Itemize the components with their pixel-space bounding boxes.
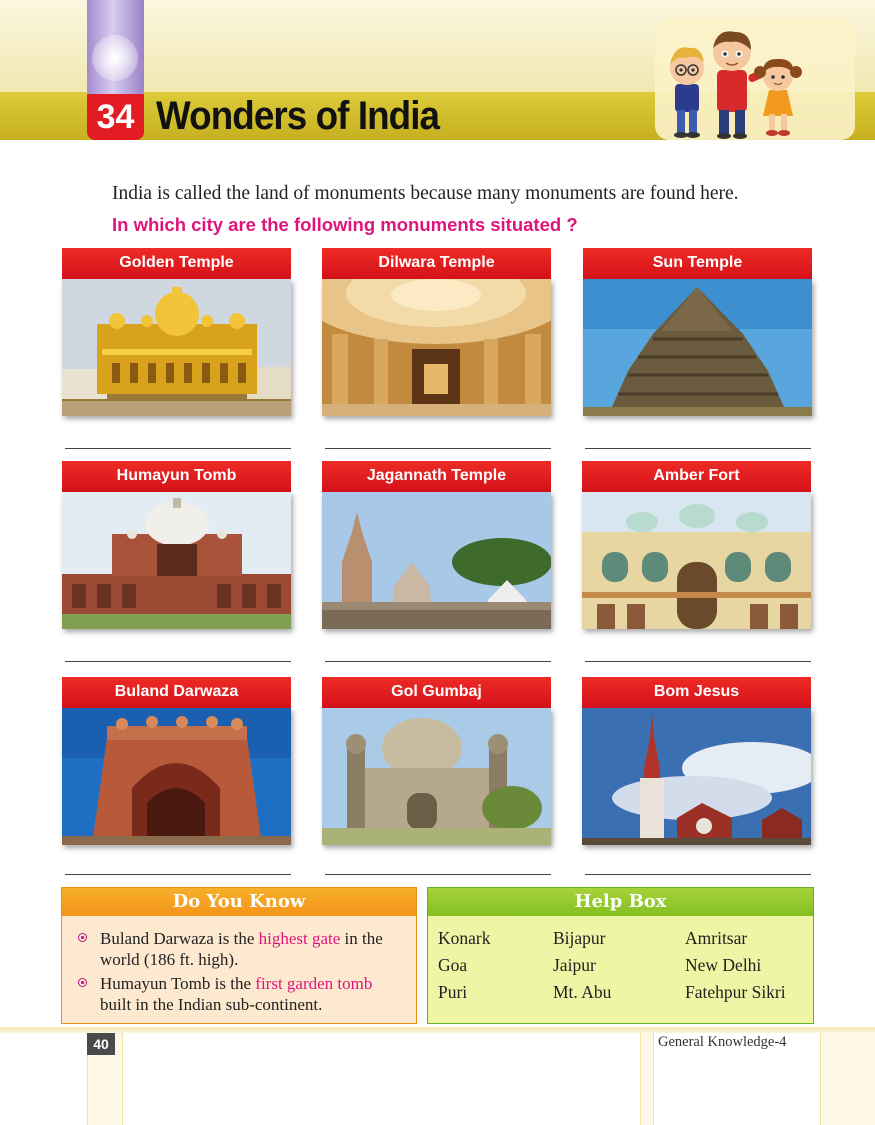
monument-label: Gol Gumbaj bbox=[322, 677, 551, 708]
answer-line[interactable] bbox=[65, 874, 291, 875]
fact-text: built in the Indian sub-continent. bbox=[100, 995, 323, 1014]
amber-fort-photo bbox=[582, 492, 811, 629]
answer-line[interactable] bbox=[585, 448, 811, 449]
help-word: Konark bbox=[438, 928, 491, 948]
footer-rule bbox=[0, 1027, 875, 1033]
monument-card-amber-fort bbox=[582, 461, 811, 629]
monument-label: Buland Darwaza bbox=[62, 677, 291, 708]
dilwara-temple-photo bbox=[322, 279, 551, 416]
fact-item bbox=[78, 928, 402, 970]
help-word: Goa bbox=[438, 955, 468, 975]
answer-line[interactable] bbox=[325, 448, 551, 449]
answer-line[interactable] bbox=[325, 661, 551, 662]
monument-card-humayun-tomb bbox=[62, 461, 291, 629]
monument-card-jagannath-temple bbox=[322, 461, 551, 629]
answer-line[interactable] bbox=[65, 448, 291, 449]
fact-text: Humayun Tomb is the bbox=[100, 974, 256, 993]
bullet-icon bbox=[78, 933, 87, 942]
monument-label: Humayun Tomb bbox=[62, 461, 291, 492]
intro-text: India is called the land of monuments because many monuments are found here. bbox=[112, 183, 739, 204]
answer-line[interactable] bbox=[65, 661, 291, 662]
humayun-tomb-photo bbox=[62, 492, 291, 629]
help-word: Bijapur bbox=[553, 928, 606, 948]
tall-boy-figure bbox=[713, 31, 770, 139]
monument-card-buland-darwaza bbox=[62, 677, 291, 845]
fact-highlight: highest gate bbox=[258, 929, 341, 948]
chapter-number: 34 bbox=[87, 94, 144, 140]
bullet-icon bbox=[78, 978, 87, 987]
monument-label: Bom Jesus bbox=[582, 677, 811, 708]
answer-line[interactable] bbox=[585, 874, 811, 875]
monument-label: Jagannath Temple bbox=[322, 461, 551, 492]
help-box-title: Help Box bbox=[428, 888, 813, 916]
golden-temple-photo bbox=[62, 279, 291, 416]
fact-highlight: first garden tomb bbox=[255, 974, 373, 993]
monument-card-bom-jesus bbox=[582, 677, 811, 845]
monument-label: Dilwara Temple bbox=[322, 248, 551, 279]
footer-right-strip bbox=[640, 1033, 654, 1125]
jagannath-temple-photo bbox=[322, 492, 551, 629]
answer-line[interactable] bbox=[325, 874, 551, 875]
sun-temple-photo bbox=[583, 279, 812, 416]
bom-jesus-photo bbox=[582, 708, 811, 845]
help-box bbox=[427, 887, 814, 1024]
help-word: Mt. Abu bbox=[553, 982, 612, 1002]
monument-card-gol-gumbaj bbox=[322, 677, 551, 845]
monument-label: Amber Fort bbox=[582, 461, 811, 492]
monument-card-dilwara-temple bbox=[322, 248, 551, 416]
help-word: Amritsar bbox=[685, 928, 748, 948]
do-you-know-box bbox=[61, 887, 417, 1024]
girl-figure bbox=[754, 59, 802, 136]
chapter-tab-shine bbox=[92, 35, 138, 81]
help-word: Jaipur bbox=[553, 955, 596, 975]
page-number: 40 bbox=[87, 1033, 115, 1055]
cartoon-family-illustration bbox=[655, 18, 855, 140]
help-word: Fatehpur Sikri bbox=[685, 982, 786, 1002]
boy-figure bbox=[670, 47, 704, 138]
help-word: Puri bbox=[438, 982, 468, 1002]
buland-darwaza-photo bbox=[62, 708, 291, 845]
monument-card-golden-temple bbox=[62, 248, 291, 416]
question-text: In which city are the following monuments situated ? bbox=[112, 214, 578, 235]
answer-line[interactable] bbox=[585, 661, 811, 662]
book-title: General Knowledge-4 bbox=[658, 1034, 787, 1050]
fact-item bbox=[78, 973, 402, 1015]
monument-label: Golden Temple bbox=[62, 248, 291, 279]
fact-text: Buland Darwaza is the bbox=[100, 929, 259, 948]
gol-gumbaj-photo bbox=[322, 708, 551, 845]
help-box-words bbox=[428, 916, 813, 1016]
help-word: New Delhi bbox=[685, 955, 762, 975]
monument-card-sun-temple bbox=[583, 248, 812, 416]
page-title: Wonders of India bbox=[156, 94, 440, 138]
footer-right-strip bbox=[820, 1033, 875, 1125]
monument-label: Sun Temple bbox=[583, 248, 812, 279]
do-you-know-title: Do You Know bbox=[62, 888, 416, 916]
fact-text: in the world (186 ft. high). bbox=[100, 929, 383, 969]
